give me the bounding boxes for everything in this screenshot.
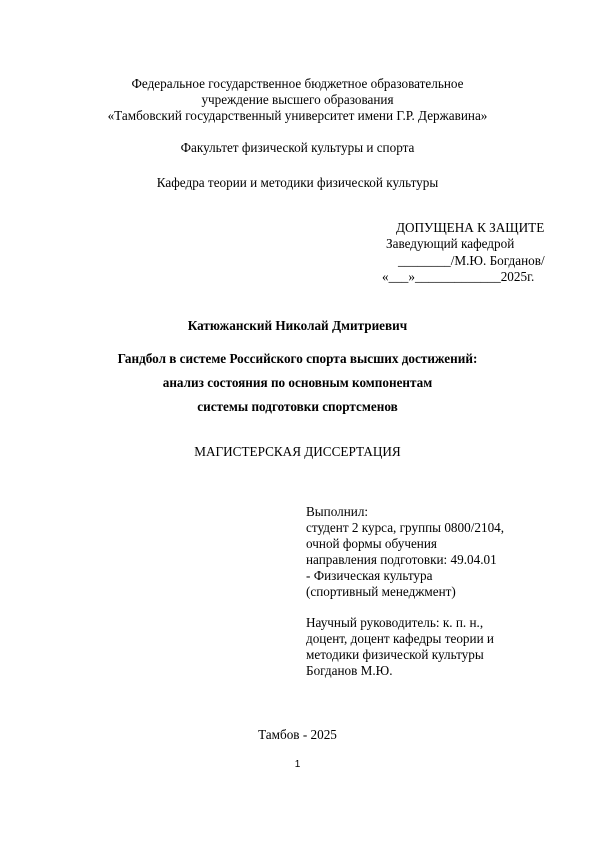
approval-date: «___»_____________2025г. bbox=[382, 269, 535, 284]
author-name: Катюжанский Николай Дмитриевич bbox=[187, 318, 408, 333]
page-number: 1 bbox=[294, 759, 301, 770]
thesis-title-line-3: системы подготовки спортсменов bbox=[197, 399, 398, 414]
faculty-name: Факультет физической культуры и спорта bbox=[180, 140, 415, 155]
institution-line-2: учреждение высшего образования bbox=[201, 92, 394, 107]
approval-signature: ________/М.Ю. Богданов/ bbox=[398, 253, 545, 268]
approval-title: ДОПУЩЕНА К ЗАЩИТЕ bbox=[396, 220, 545, 235]
department-name: Кафедра теории и методики физической культуры bbox=[156, 175, 439, 190]
supervisor-line-1: Научный руководитель: к. п. н., bbox=[306, 615, 484, 630]
supervisor-line-3: методики физической культуры bbox=[306, 647, 484, 662]
performer-line-1: студент 2 курса, группы 0800/2104, bbox=[306, 520, 505, 535]
institution-line-3: «Тамбовский государственный университет имени Г.Р. Державина» bbox=[107, 108, 488, 123]
performer-line-2: очной формы обучения bbox=[306, 536, 437, 551]
performer-line-3: направления подготовки: 49.04.01 bbox=[306, 552, 497, 567]
city-year: Тамбов - 2025 bbox=[258, 727, 337, 742]
supervisor-line-2: доцент, доцент кафедры теории и bbox=[306, 631, 494, 646]
performer-line-4: - Физическая культура bbox=[306, 568, 433, 583]
thesis-title-line-2: анализ состояния по основным компонентам bbox=[162, 375, 433, 390]
performer-label: Выполнил: bbox=[306, 504, 369, 519]
institution-line-1: Федеральное государственное бюджетное образовательное bbox=[131, 76, 464, 91]
supervisor-line-4: Богданов М.Ю. bbox=[306, 663, 393, 678]
performer-line-5: (спортивный менеджмент) bbox=[306, 584, 456, 599]
approval-position: Заведующий кафедрой bbox=[386, 236, 515, 251]
document-type: МАГИСТЕРСКАЯ ДИССЕРТАЦИЯ bbox=[194, 444, 401, 459]
thesis-title-line-1: Гандбол в системе Российского спорта высших достижений: bbox=[117, 351, 478, 366]
